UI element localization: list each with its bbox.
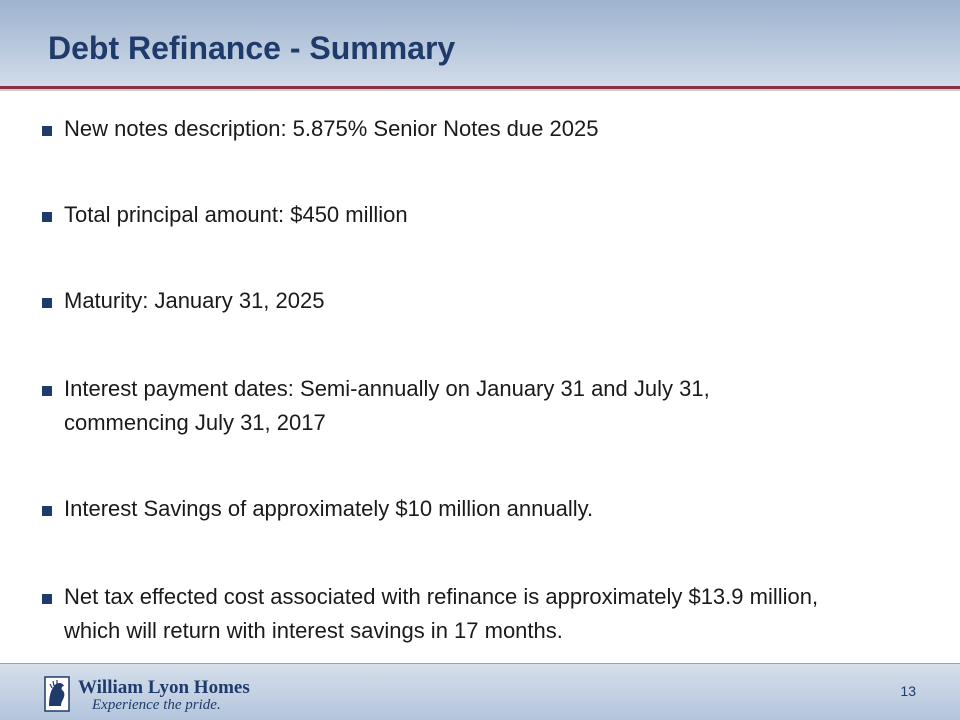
bullet-text: Interest payment dates: Semi-annually on January 31 and July 31, <box>64 376 710 401</box>
bullet-item <box>42 204 902 232</box>
bullet-text: Net tax effected cost associated with refinance is approximately $13.9 million, <box>64 584 819 609</box>
header-divider-shadow <box>0 89 960 91</box>
bullet-item <box>42 586 902 648</box>
logo-tagline: Experience the pride. <box>92 697 221 713</box>
logo-wordmark: William Lyon Homes <box>78 677 250 698</box>
bullet-item <box>42 498 902 526</box>
bullet-text: commencing July 31, 2017 <box>64 410 326 435</box>
page-number: 13 <box>900 683 916 699</box>
bullet-text: New notes description: 5.875% Senior Notes due 2025 <box>64 116 599 141</box>
bullet-item <box>42 378 902 440</box>
square-bullet-icon <box>42 386 52 396</box>
bullet-item <box>42 118 902 146</box>
bullet-text: which will return with interest savings in 17 months. <box>64 618 563 643</box>
square-bullet-icon <box>42 506 52 516</box>
lion-crest-icon <box>44 676 70 712</box>
square-bullet-icon <box>42 594 52 604</box>
bullet-text: Total principal amount: $450 million <box>64 202 408 227</box>
bullet-text: Maturity: January 31, 2025 <box>64 288 325 313</box>
bullet-item <box>42 290 902 318</box>
page-title: Debt Refinance - Summary <box>48 30 456 66</box>
square-bullet-icon <box>42 212 52 222</box>
bullet-text: Interest Savings of approximately $10 million annually. <box>64 496 594 521</box>
square-bullet-icon <box>42 298 52 308</box>
square-bullet-icon <box>42 126 52 136</box>
